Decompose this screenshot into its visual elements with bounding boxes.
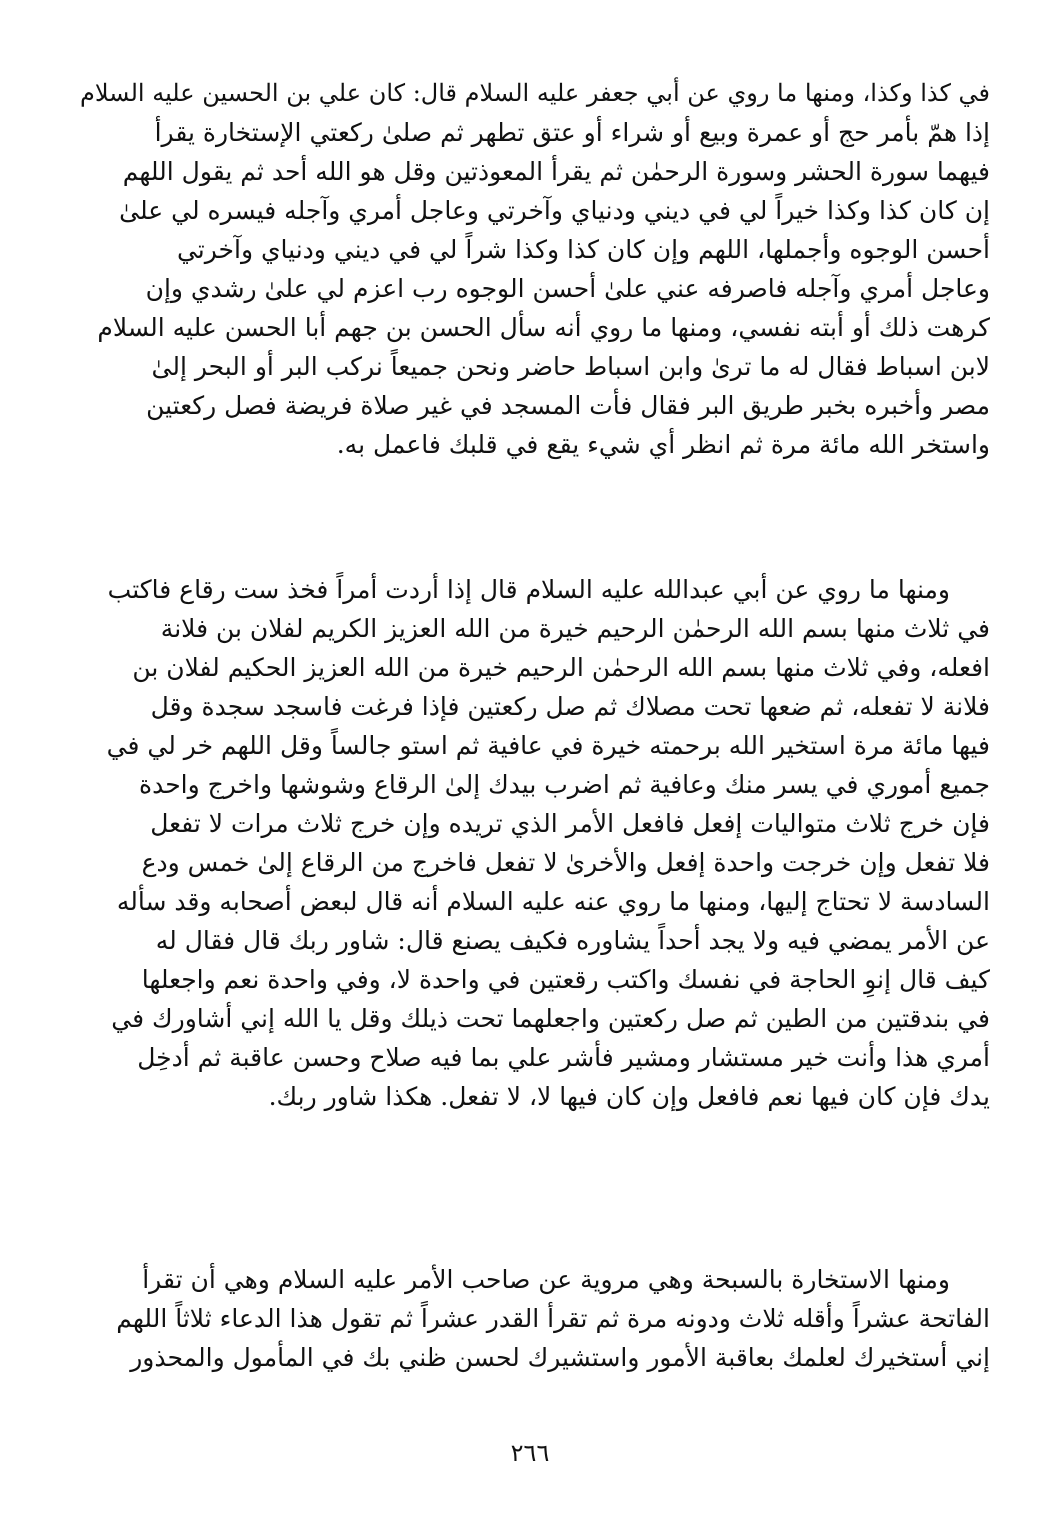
text-line: لابن اسباط فقال له ما ترىٰ وابن اسباط حاضر ونحن جميعاً نركب البر أو البحر إلىٰ xyxy=(151,352,990,381)
text-line: كرهت ذلك أو أبته نفسي، ومنها ما روي أنه سأل الحسن بن جهم أبا الحسن عليه السلام xyxy=(97,313,990,342)
text-line: إن كان كذا وكذا خيراً لي في ديني ودنياي وآخرتي وعاجل أمري وآجله فيسره لي علىٰ xyxy=(119,196,990,225)
text-line: عن الأمر يمضي فيه ولا يجد أحداً يشاوره فكيف يصنع قال: شاور ربك قال فقال له xyxy=(155,926,990,955)
text-line: افعله، وفي ثلاث منها بسم الله الرحمٰن الرحيم خيرة من الله العزيز الحكيم لفلان بن xyxy=(132,653,990,682)
text-line: فإن خرج ثلاث متواليات إفعل فافعل الأمر الذي تريده وإن خرج ثلاث مرات لا تفعل xyxy=(150,809,990,838)
text-line: فيها مائة مرة استخير الله برحمته خيرة في عافية ثم استو جالساً وقل اللهم خر لي في xyxy=(106,731,990,760)
text-line: الفاتحة عشراً وأقله ثلاث ودونه مرة ثم تقرأ القدر عشراً ثم تقول هذا الدعاء ثلاثاً اللهم xyxy=(116,1304,990,1333)
page-number: ٢٦٦ xyxy=(510,1439,550,1467)
text-line: السادسة لا تحتاج إليها، ومنها ما روي عنه عليه السلام أنه قال لبعض أصحابه وقد سأله xyxy=(116,887,990,916)
paragraph-2 xyxy=(70,570,990,1116)
text-line: ومنها ما روي عن أبي عبدالله عليه السلام قال إذا أردت أمراً فخذ ست رقاع فاكتب xyxy=(107,575,950,604)
text-line: كيف قال إنوِ الحاجة في نفسك واكتب رقعتين في واحدة لا، وفي واحدة نعم واجعلها xyxy=(141,965,990,994)
text-line: واستخر الله مائة مرة ثم انظر أي شيء يقع في قلبك فاعمل به. xyxy=(336,430,990,459)
text-line: وعاجل أمري وآجله فاصرفه عني علىٰ أحسن الوجوه رب اعزم لي علىٰ رشدي وإن xyxy=(145,274,990,303)
text-line: إني أستخيرك لعلمك بعاقبة الأمور واستشيرك لحسن ظني بك في المأمول والمحذور xyxy=(130,1343,990,1372)
text-line: إذا همّ بأمر حج أو عمرة وبيع أو شراء أو عتق تطهر ثم صلىٰ ركعتي الإستخارة يقرأ xyxy=(154,118,990,147)
text-line: مصر وأخبره بخبر طريق البر فقال فأت المسجد في غير صلاة فريضة فصل ركعتين xyxy=(146,391,990,420)
text-line: جميع أموري في يسر منك وعافية ثم اضرب بيدك إلىٰ الرقاع وشوشها واخرج واحدة xyxy=(138,770,990,799)
text-line: يدك فإن كان فيها نعم فافعل وإن كان فيها لا، لا تفعل. هكذا شاور ربك. xyxy=(268,1082,990,1111)
text-line: في ثلاث منها بسم الله الرحمٰن الرحيم خيرة من الله العزيز الكريم لفلان بن فلانة xyxy=(160,614,990,643)
paragraph-3 xyxy=(70,1260,990,1377)
text-line: فيهما سورة الحشر وسورة الرحمٰن ثم يقرأ المعوذتين وقل هو الله أحد ثم يقول اللهم xyxy=(122,157,990,186)
text-line: فلا تفعل وإن خرجت واحدة إفعل والأخرىٰ لا تفعل فاخرج من الرقاع إلىٰ خمس ودع xyxy=(141,848,990,877)
text-line: في كذا وكذا، ومنها ما روي عن أبي جعفر عليه السلام قال: كان علي بن الحسين عليه السلام xyxy=(80,79,990,107)
text-line: فلانة لا تفعله، ثم ضعها تحت مصلاك ثم صل ركعتين فإذا فرغت فاسجد سجدة وقل xyxy=(150,692,990,721)
text-line: ومنها الاستخارة بالسبحة وهي مروية عن صاحب الأمر عليه السلام وهي أن تقرأ xyxy=(142,1265,950,1294)
text-line: في بندقتين من الطين ثم صل ركعتين واجعلهما تحت ذيلك وقل يا الله إني أشاورك في xyxy=(111,1004,990,1033)
text-line: أمري هذا وأنت خير مستشار ومشير فأشر علي بما فيه صلاح وحسن عاقبة ثم أدخِل xyxy=(137,1043,990,1072)
text-line: أحسن الوجوه وأجملها، اللهم وإن كان كذا وكذا شراً لي في ديني ودنياي وآخرتي xyxy=(176,235,990,264)
paragraph-1 xyxy=(70,74,990,464)
